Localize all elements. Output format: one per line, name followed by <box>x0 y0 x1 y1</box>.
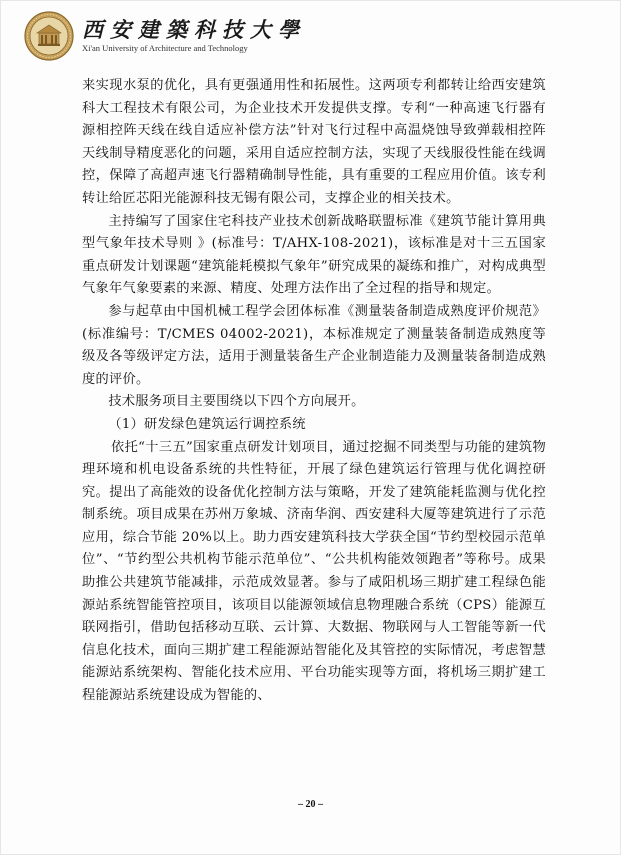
paragraph-patents-continued: 来实现水泵的优化，具有更强通用性和拓展性。这两项专利都转让给西安建筑科大工程技术有限公司，为企业技术开发提供支撑。专利“一种高速飞行器有源相控阵天线在线自适应补偿方法”针对飞行过程中高温烧蚀导致弹载相控阵天线制导精度恶化的问题，采用自适应控制方法，实现了天线服役性能在线调控，保障了高超声速飞行器精确制导性能，具有重要的工程应用价值。该专利转让给匠芯阳光能源科技无锡有限公司，支撑企业的相关技术。 <box>82 78 546 206</box>
header-text <box>82 18 306 54</box>
paragraph-standard-measurement: 参与起草由中国机械工程学会团体标准《测量装备制造成熟度评价规范》(标准编号：T/CMES 04002-2021)，本标准规定了测量装备制造成熟度等级及各等级评定方法，适用于测量装备生产企业制造能力及测量装备制造成熟度的评价。 <box>82 303 546 387</box>
university-name-en: Xi'an University of Architecture and Technology <box>82 43 248 53</box>
university-seal-icon <box>24 11 74 61</box>
page-number: – 20 – <box>298 799 323 810</box>
document-body <box>82 75 546 708</box>
paragraph-standard-weather-year: 主持编写了国家住宅科技产业技术创新战略联盟标准《建筑节能计算用典型气象年技术导则 》(标准号：T/AHX-108-2021)，该标准是对十三五国家重点研发计划课题“建筑能耗模拟气象年”研究成果的凝练和推广，对构成典型气象年气象要素的来源、精度、处理方法作出了全过程的指导和规定。 <box>82 213 546 297</box>
section-heading-1: （1）研发绿色建筑运行调控系统 <box>108 416 306 432</box>
university-name-cn: 西安建築科技大學 <box>82 17 306 42</box>
page-header <box>24 10 306 62</box>
paragraph-green-building: 依托“十三五”国家重点研发计划项目，通过挖掘不同类型与功能的建筑物理环境和机电设备系统的共性特征，开展了绿色建筑运行管理与优化调控研究。提出了高能效的设备优化控制方法与策略，开发了建筑能耗监测与优化控制系统。项目成果在苏州万象城、济南华润、西安建科大厦等建筑进行了示范应用，综合节能 20%以上。助力西安建筑科技大学获全国“节约型校园示范单位”、“节约型公共机构节能示范单位”、“公共机构能效领跑者”等称号。成果助推公共建筑节能减排，示范成效显著。参与了咸阳机场三期扩建工程绿色能源站系统智能管控项目，该项目以能源领域信息物理融合系统（CPS）能源互联网指引，借助包括移动互联、云计算、大数据、物联网与人工智能等新一代信息化技术，面向三期扩建工程能源站智能化及其管控的实际情况，考虑智慧能源站系统架构、智能化技术应用、平台功能实现等方面，将机场三期扩建工程能源站系统建设成为智能的、 <box>82 439 546 704</box>
paragraph-service-intro: 技术服务项目主要围绕以下四个方向展开。 <box>108 394 365 410</box>
